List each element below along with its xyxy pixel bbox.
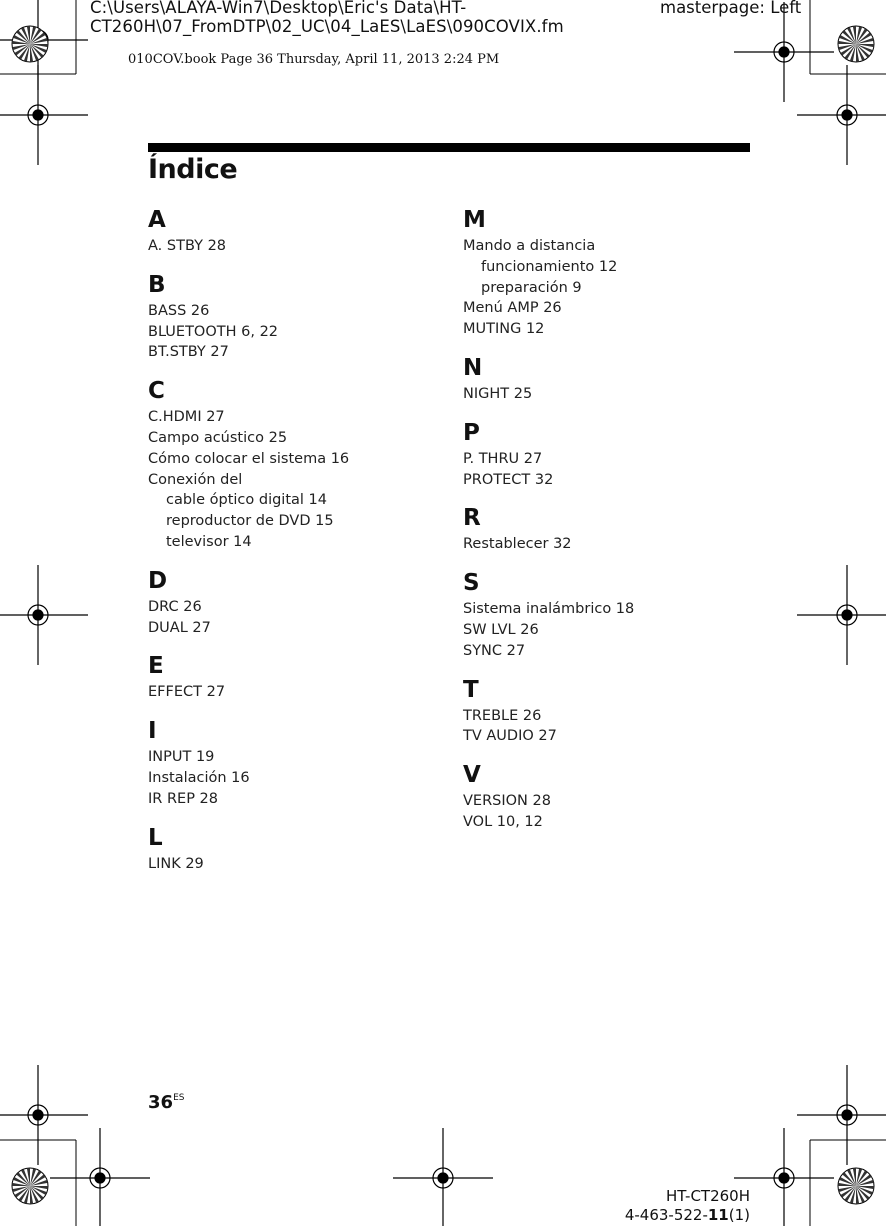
index-section-r bbox=[463, 504, 763, 555]
index-entry: BASS 26 bbox=[148, 302, 210, 319]
index-entry: PROTECT 32 bbox=[463, 471, 554, 488]
section-letter: M bbox=[463, 207, 486, 233]
book-info-line: 010COV.book Page 36 Thursday, April 11, 2013 2:24 PM bbox=[128, 52, 500, 67]
index-entry: INPUT 19 bbox=[148, 749, 215, 766]
index-entry: DRC 26 bbox=[148, 598, 202, 615]
index-entry: DUAL 27 bbox=[148, 619, 211, 636]
star-target-mark bbox=[12, 1168, 48, 1204]
section-letter: L bbox=[148, 824, 163, 851]
index-entry: EFFECT 27 bbox=[148, 684, 226, 701]
section-letter: C bbox=[148, 378, 165, 405]
index-section-e bbox=[148, 652, 448, 703]
index-entry: SYNC 27 bbox=[463, 642, 526, 659]
index-section-n bbox=[463, 354, 763, 405]
index-entry: TREBLE 26 bbox=[463, 707, 542, 724]
index-entry: Conexión del bbox=[148, 471, 243, 488]
index-section-m bbox=[463, 206, 763, 340]
star-target-mark bbox=[838, 26, 874, 62]
index-entry: VERSION 28 bbox=[463, 793, 551, 810]
index-entry: Campo acústico 25 bbox=[148, 429, 288, 446]
index-entry: IR REP 28 bbox=[148, 790, 219, 807]
index-entry: SW LVL 26 bbox=[463, 621, 539, 638]
star-target-mark bbox=[12, 26, 48, 62]
page-number: $36^{ES}$ bbox=[148, 1092, 185, 1113]
index-subentry: preparación 9 bbox=[481, 279, 582, 296]
index-entry: MUTING 12 bbox=[463, 321, 545, 338]
section-letter: A bbox=[148, 207, 166, 233]
index-section-a bbox=[148, 206, 448, 257]
crosshair-mark bbox=[734, 2, 834, 102]
index-subentry: funcionamiento 12 bbox=[481, 258, 618, 275]
index-entry: BT.STBY 27 bbox=[148, 344, 229, 361]
crosshair-mark bbox=[393, 1128, 493, 1226]
index-section-p bbox=[463, 419, 763, 491]
index-section-t bbox=[463, 676, 763, 748]
section-letter: B bbox=[148, 271, 166, 298]
page-title: Índice bbox=[148, 154, 238, 185]
index-column-right bbox=[463, 206, 763, 833]
index-entry: Mando a distancia bbox=[463, 238, 596, 254]
part-code: 4-463-522-11(1) bbox=[624, 1206, 750, 1224]
section-letter: R bbox=[463, 505, 481, 532]
index-section-i bbox=[148, 717, 448, 809]
section-letter: T bbox=[463, 676, 479, 703]
index-subentry: televisor 14 bbox=[166, 533, 252, 550]
title-rule bbox=[148, 143, 750, 152]
crosshair-mark bbox=[0, 1065, 88, 1165]
section-letter: N bbox=[463, 354, 483, 381]
index-entry: Menú AMP 26 bbox=[463, 300, 562, 317]
star-target-mark bbox=[838, 1168, 874, 1204]
section-letter: P bbox=[463, 419, 480, 446]
section-letter: I bbox=[148, 718, 157, 745]
index-entry: Restablecer 32 bbox=[463, 536, 572, 553]
section-letter: V bbox=[463, 762, 481, 789]
index-entry: NIGHT 25 bbox=[463, 385, 533, 402]
model-info bbox=[625, 1187, 750, 1225]
index-subentry: reproductor de DVD 15 bbox=[166, 513, 334, 530]
index-section-b bbox=[148, 271, 448, 363]
index-entry: VOL 10, 12 bbox=[463, 813, 543, 830]
model-name: HT-CT260H bbox=[665, 1187, 750, 1205]
crosshair-mark bbox=[0, 565, 88, 665]
file-path-header: C:\Users\ALAYA-Win7\Desktop\Eric's Data\HT-CT260H\07_FromDTP\02_UC\04_LaES\LaES\090COVIX.fm bbox=[90, 0, 564, 36]
masterpage-label: masterpage: Left bbox=[660, 0, 802, 17]
index-entry: P. THRU 27 bbox=[463, 450, 543, 467]
index-column-left bbox=[148, 206, 448, 874]
index-section-c bbox=[148, 377, 448, 553]
section-letter: E bbox=[148, 653, 164, 680]
index-section-s bbox=[463, 569, 763, 661]
index-entry: Cómo colocar el sistema 16 bbox=[148, 450, 350, 467]
index-entry: BLUETOOTH 6, 22 bbox=[148, 323, 279, 340]
index-entry: Sistema inalámbrico 18 bbox=[463, 601, 635, 618]
index-section-d bbox=[148, 567, 448, 639]
index-entry: TV AUDIO 27 bbox=[463, 728, 557, 745]
crosshair-mark bbox=[797, 565, 886, 665]
crosshair-mark bbox=[797, 65, 886, 165]
index-entry: LINK 29 bbox=[148, 855, 204, 872]
section-letter: D bbox=[148, 567, 168, 594]
index-entry: Instalación 16 bbox=[148, 769, 250, 786]
index-section-v bbox=[463, 761, 763, 833]
crosshair-mark bbox=[0, 65, 88, 165]
index-entry: A. STBY 28 bbox=[148, 238, 227, 254]
index-entry: C.HDMI 27 bbox=[148, 409, 225, 426]
section-letter: S bbox=[463, 570, 480, 597]
index-subentry: cable óptico digital 14 bbox=[166, 492, 327, 509]
crosshair-mark bbox=[50, 1128, 150, 1226]
index-section-l bbox=[148, 824, 448, 875]
